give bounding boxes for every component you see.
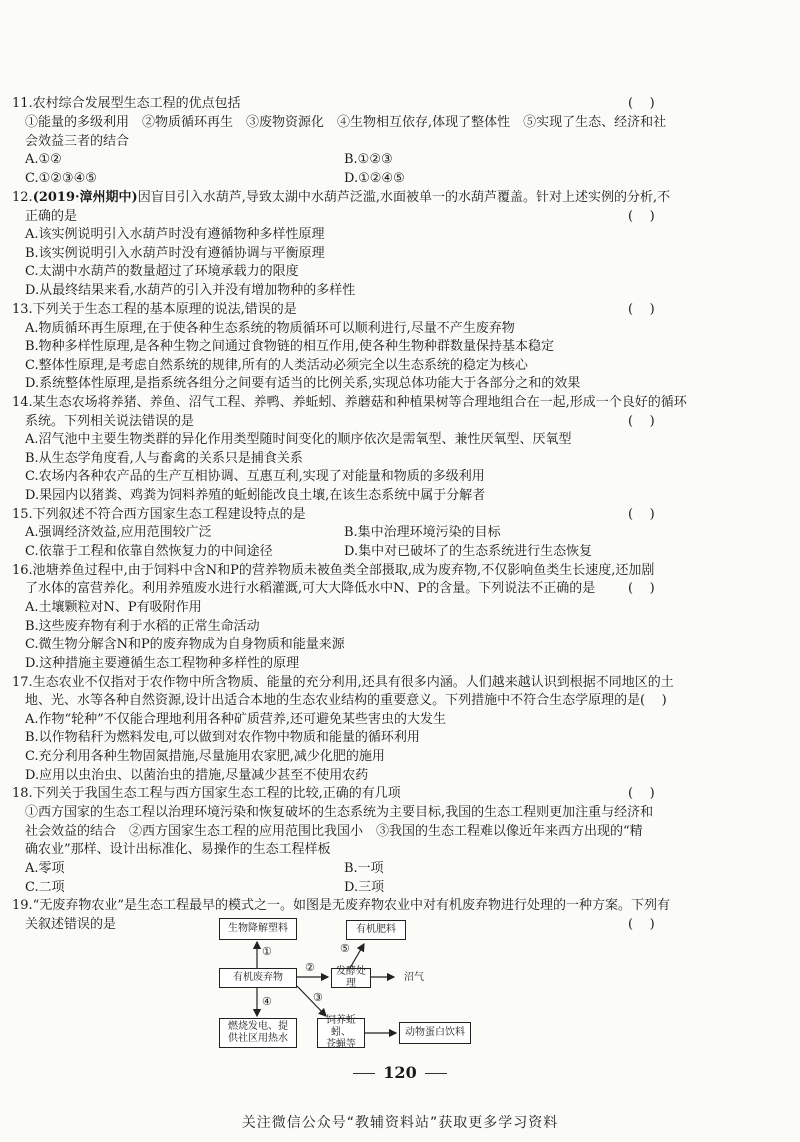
q12-option-c: C.太湖中水葫芦的数量超过了环境承载力的限度	[25, 264, 299, 279]
q13-option-d: D.系统整体性原理,是指系统各组分之间要有适当的比例关系,实现总体功能大于各部分之和的效果	[25, 376, 581, 391]
feed-line2: 苍蝇等	[326, 1039, 356, 1050]
q19-stem-line2: 关叙述错误的是	[25, 917, 117, 932]
q17-answer-blank: ( )	[640, 693, 667, 708]
q16-option-a: A.土壤颗粒对N、P有吸附作用	[25, 600, 202, 615]
box-animal-protein: 动物蛋白饮料	[399, 1022, 471, 1044]
q11-items-line2: 会效益三者的结合	[25, 134, 130, 149]
burning-line2: 供社区用热水	[228, 1033, 288, 1044]
q17-option-b: B.以作物秸秆为燃料发电,可以做到对农作物中物质和能量的循环利用	[25, 730, 420, 745]
q12-number: 12.	[12, 190, 33, 205]
box-organic-waste: 有机废弃物	[219, 968, 297, 988]
q14-stem-line2: 系统。下列相关说法错误的是	[25, 414, 195, 429]
q11-option-b: B.①②③	[344, 152, 393, 167]
q16-option-c: C.微生物分解含N和P的废弃物成为自身物质和能量来源	[25, 637, 345, 652]
q16-stem-line1: 16.池塘养鱼过程中,由于饲料中含N和P的营养物质未被鱼类全部摄取,成为废弃物,不仅影响鱼类生长速度,还加剧	[12, 563, 655, 578]
q11-stem: 11.农村综合发展型生态工程的优点包括	[12, 96, 241, 111]
feed-line1: 饲养蚯蚓、	[326, 1015, 356, 1038]
q12-option-b: B.该实例说明引入水葫芦时没有遵循协调与平衡原理	[25, 246, 325, 261]
q15-option-a: A.强调经济效益,应用范围较广泛	[25, 525, 212, 540]
q11-option-c: C.①②③④⑤	[25, 171, 97, 186]
q16-answer-blank: ( )	[628, 581, 655, 596]
label-biogas: 沼气	[404, 972, 424, 983]
q17-stem-line2: 地、光、水等各种自然资源,设计出适合本地的生态农业结构的重要意义。下列措施中不符合生态学原理的是	[25, 693, 641, 708]
q14-answer-blank: ( )	[628, 414, 655, 429]
q14-option-c: C.农场内各种农产品的生产互相协调、互惠互利,实现了对能量和物质的多级利用	[25, 469, 485, 484]
label-step-1: ①	[262, 945, 272, 958]
q18-option-c: C.二项	[25, 880, 65, 895]
arrow-fermentation-to-fertilizer	[350, 944, 364, 968]
footer-note: 关注微信公众号“教辅资料站”获取更多学习资料	[241, 1115, 559, 1131]
q12-option-a: A.该实例说明引入水葫芦时没有遵循物种多样性原理	[25, 227, 325, 242]
label-step-5: ⑤	[340, 942, 350, 955]
q16-stem-line2: 了水体的富营养化。利用养殖废水进行水稻灌溉,可大大降低水中N、P的含量。下列说法不正确的是	[25, 581, 596, 596]
q19-answer-blank: ( )	[628, 917, 655, 932]
q11-items-line1: ①能量的多级利用 ②物质循环再生 ③废物资源化 ④生物相互依存,体现了整体性 ⑤实现了生态、经济和社	[25, 115, 667, 130]
q18-option-b: B.一项	[344, 861, 384, 876]
page-number-value: 120	[383, 1063, 417, 1082]
q17-stem-line1: 17.生态农业不仅指对于农作物中所含物质、能量的充分利用,还具有很多内涵。人们越来越认识到根据不同地区的土	[12, 675, 674, 690]
q15-stem: 15.下列叙述不符合西方国家生态工程建设特点的是	[12, 507, 306, 522]
q18-answer-blank: ( )	[628, 786, 655, 801]
q11-option-d: D.①②④⑤	[344, 171, 405, 186]
q16-option-d: D.这种措施主要遵循生态工程物种多样性的原理	[25, 656, 300, 671]
page-number	[0, 1063, 800, 1082]
box-organic-fertilizer: 有机肥料	[346, 920, 406, 940]
q13-option-a: A.物质循环再生原理,在于使各种生态系统的物质循环可以顺利进行,尽量不产生废弃物	[25, 321, 515, 336]
label-step-2: ②	[305, 961, 315, 974]
q13-stem: 13.下列关于生态工程的基本原理的说法,错误的是	[12, 302, 297, 317]
q15-answer-blank: ( )	[628, 507, 655, 522]
q15-option-c: C.依靠于工程和依靠自然恢复力的中间途径	[25, 544, 273, 559]
q12-stem-text: 因盲目引入水葫芦,导致太湖中水葫芦泛滥,水面被单一的水葫芦覆盖。针对上述实例的分析,不	[137, 190, 671, 205]
label-step-4: ④	[262, 995, 272, 1008]
q14-option-b: B.从生态学角度看,人与畜禽的关系只是捕食关系	[25, 451, 303, 466]
q17-option-c: C.充分利用各种生物固氮措施,尽量施用农家肥,减少化肥的施用	[25, 749, 385, 764]
q18-stem: 18.下列关于我国生态工程与西方国家生态工程的比较,正确的有几项	[12, 786, 401, 801]
box-feed-earthworms	[317, 1015, 365, 1050]
q14-option-a: A.沼气池中主要生物类群的异化作用类型随时间变化的顺序依次是需氧型、兼性厌氧型、厌氧型	[25, 432, 572, 447]
q15-option-b: B.集中治理环境污染的目标	[344, 525, 501, 540]
q14-stem-line1: 14.某生态农场将养猪、养鱼、沼气工程、养鸭、养蚯蚓、养蘑菇和种植果树等合理地组合在一起,形成一个良好的循环	[12, 395, 687, 410]
q18-option-d: D.三项	[344, 880, 385, 895]
q18-items-line2: 社会效益的结合 ②西方国家生态工程的应用范围比我国小 ③我国的生态工程难以像近年来西方出现的“精	[25, 824, 643, 839]
q18-items-line3: 确农业”那样、设计出标准化、易操作的生态工程样板	[25, 842, 331, 857]
q12-stem-line2: 正确的是	[25, 209, 78, 224]
q13-answer-blank: ( )	[628, 302, 655, 317]
q15-option-d: D.集中对已破坏了的生态系统进行生态恢复	[344, 544, 593, 559]
q19-stem-line1: 19.“无废弃物农业”是生态工程最早的模式之一。如图是无废弃物农业中对有机废弃物进行处理的一种方案。下列有	[12, 898, 670, 913]
burning-line1: 燃烧发电、提	[228, 1021, 288, 1032]
label-step-3: ③	[313, 991, 323, 1004]
q11-answer-blank: ( )	[628, 96, 655, 111]
q11-option-a: A.①②	[25, 152, 62, 167]
q14-option-d: D.果园内以猪粪、鸡粪为饲料养殖的蚯蚓能改良土壤,在该生态系统中属于分解者	[25, 488, 486, 503]
q16-option-b: B.这些废弃物有利于水稻的正常生命活动	[25, 619, 260, 634]
box-burning-power	[219, 1018, 297, 1048]
q13-option-b: B.物种多样性原理,是各种生物之间通过食物链的相互作用,使各种生物种群数量保持基本稳定	[25, 339, 554, 354]
box-biodegradable-plastic: 生物降解塑料	[219, 918, 297, 940]
q12-option-d: D.从最终结果来看,水葫芦的引入并没有增加物种的多样性	[25, 283, 356, 298]
q18-option-a: A.零项	[25, 861, 65, 876]
page-number-dash-left	[353, 1073, 375, 1074]
q17-option-a: A.作物“轮种”不仅能合理地利用各种矿质营养,还可避免某些害虫的大发生	[25, 712, 446, 727]
q13-option-c: C.整体性原理,是考虑自然系统的规律,所有的人类活动必须完全以生态系统的稳定为核心	[25, 358, 528, 373]
page-number-dash-right	[425, 1073, 447, 1074]
q12-source-tag: (2019·漳州期中)	[32, 190, 138, 205]
q17-option-d: D.应用以虫治虫、以菌治虫的措施,尽量减少甚至不使用农药	[25, 768, 369, 783]
q18-items-line1: ①西方国家的生态工程以治理环境污染和恢复破坏的生态系统为主要目标,我国的生态工程则更加注重与经济和	[25, 805, 654, 820]
q12-answer-blank: ( )	[628, 209, 655, 224]
box-fermentation: 发酵处理	[331, 968, 371, 988]
